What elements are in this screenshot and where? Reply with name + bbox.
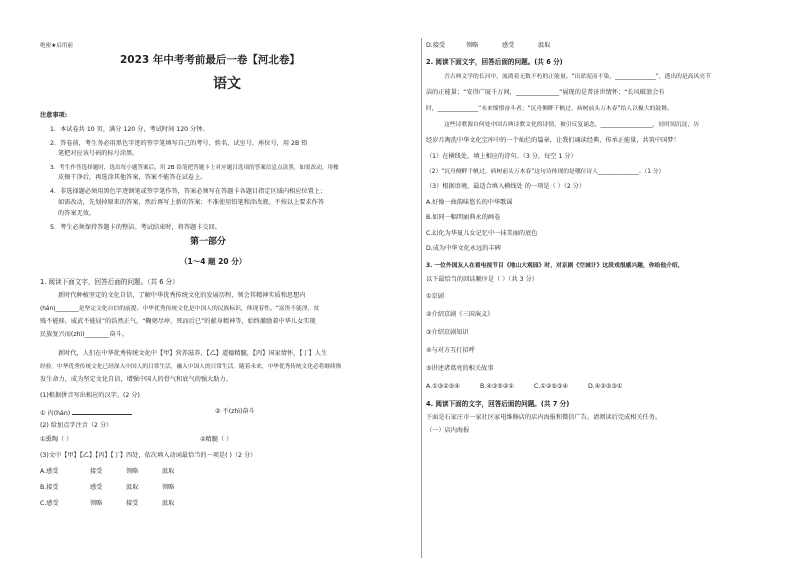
- q1-sub2-b: ②精髓（ ）: [200, 436, 233, 443]
- q2-option-b[interactable]: B.如同一幅明丽典永的画卷: [426, 214, 501, 221]
- q1-sub3: (3)文中【甲】【乙】【丙】【丁】四处，依次填入动词最恰当的一项是( )（2 分）: [40, 452, 257, 459]
- q1-sub2: (2) 给加点字注音（2 分）: [40, 422, 113, 429]
- notice-heading: 注意事项:: [40, 112, 68, 119]
- q3-item: ②介绍京剧《三国演义》: [426, 311, 494, 318]
- q3-options[interactable]: A.①③②⑤④ B.④③⑤②① C.①②⑤③④ D.④②⑤③①: [426, 383, 623, 390]
- notice-item: 笔把对应该号码的标号涂黑。: [58, 150, 139, 157]
- notice-item: 4．非选择题必须用黑色字迹钢笔或签字笔作答，答案必须写在答题卡各题目指定区域内相应位置上；: [50, 188, 327, 195]
- q3-item: ①京剧: [426, 293, 444, 300]
- exam-title: 2023 年中考考前最后一卷【河北卷】: [120, 54, 300, 66]
- q3-item: ⑤讲述诸葛亮的相关故事: [426, 365, 494, 372]
- part-range: （1～4 题 20 分）: [180, 257, 247, 266]
- subject-title: 语文: [213, 76, 241, 92]
- q3-stem: 3. 一位外国友人在看电视节目《地山大观园》时，对京剧《空城计》这段戏很感兴趣，你给他介绍，: [426, 263, 684, 269]
- notice-item: 如需改动，先划掉原来的答案，然后再写上新的答案；不准使用铅笔和涂改液。不按以上要求作答: [58, 199, 325, 206]
- q2-line: 洁的正能量；“安得广厦千万间，______________”展现的是普济世情怀；“长风破浪会有: [426, 89, 665, 96]
- notice-item: 皮擦干净后，再选涂其他答案，答案不能答在试卷上。: [58, 174, 207, 181]
- q3-stem2: 以下最恰当的回话顺序是（ ）（共 3 分）: [426, 276, 538, 283]
- part-title: 第一部分: [190, 237, 227, 247]
- q1-para-line: 新时代种植坚定的文化自信，了解中华优秀传统文化的发展历程，领会其精神实质和思想内: [58, 292, 306, 299]
- q2-stem: 2. 阅读下面文字，回答后面的问题。(共 6 分): [426, 58, 563, 66]
- q1-sub1-a: ① 内(hán): [40, 408, 132, 418]
- q1-para-line: 经验。中华优秀传统文化已经深入中国人的日常生活，融入中国人的日常生活。随着未来，中华优秀传统文化必将继续焕: [40, 364, 342, 370]
- column-divider: [421, 38, 422, 558]
- q2-option-d[interactable]: D.成为中华文化永远的丰碑: [426, 245, 501, 252]
- q2-line: 经岁月淘洗中华文化宝库中的一个灿烂的篇章，让我们诵读经典，传承正能量，共筑中国梦！: [426, 137, 680, 144]
- q3-item: ④与对方互打招呼: [426, 347, 475, 354]
- q1-option-a[interactable]: A.感受 接受 领略 汲取: [40, 468, 175, 475]
- q2-line: 时，______________”未来憧憬奋斗者；“沉舟侧畔千帆过，病树前头万木春”给人以极大的鼓舞。: [426, 106, 673, 112]
- notice-item: 的答案无效。: [58, 210, 96, 217]
- q2-sub2: （2）“沉舟侧畔千帆过，病树前头万木春”这句诗体现的是哪位诗人______________。（1 分）: [426, 169, 665, 175]
- q1-para-line: 新时代，人们在中华优秀传统文化中【甲】营养滋养，【乙】道德精髓，【丙】国家情怀，【丁】人生: [58, 350, 328, 357]
- notice-item: 3．考生作答选择题时，选出每小题答案后，用 2B 铅笔把答题卡上对应题目选项的答案信息点涂黑，如需改动，用橡: [50, 165, 339, 171]
- q2-sub3: （3）根据语境，最适合填入横线处 的一项是（ ）（2 分）: [426, 183, 586, 190]
- q1-para-line: (hán)________是坚定文化自信的前提。中华优秀传统文化是中国人的民族标识，体现着性。“富贵不能淫，贫: [40, 306, 320, 312]
- q1-sub2-a: ①熏陶（ ）: [40, 436, 73, 443]
- q1-option-b[interactable]: B.接受 感受 汲取 领略: [40, 484, 175, 491]
- q1-option-c[interactable]: C.感受 领略 接受 汲取: [40, 500, 175, 507]
- right-column: [426, 0, 786, 562]
- q1-option-d[interactable]: D.接受 领略 感受 汲取: [426, 42, 551, 49]
- q1-sub1-b: ② 不(zhì)奋斗: [215, 408, 255, 415]
- notice-item: 5．考生必须保持答题卡的整洁。考试结束时，将答题卡交回。: [50, 224, 221, 231]
- notice-item: 1．本试卷共 10 页，满分 120 分，考试时间 120 分钟。: [50, 126, 209, 133]
- q2-option-a[interactable]: A.好像一曲韵味悠长的中华歌谣: [426, 199, 513, 206]
- notice-item: 2．答卷前，考生务必用黑色字迹的签字笔填写自己的考号、姓名、试室号、座位号，用 2B 铅: [50, 140, 308, 147]
- q1-para-line: 发生命力，成为坚定文化自信，增强中国人的骨气和底气的强大助力。: [40, 376, 232, 383]
- q2-option-c[interactable]: C.幻化为华夏儿女记忆中一抹美丽的底色: [426, 230, 538, 237]
- secret-label: 绝密★启用前: [40, 43, 73, 49]
- q4-line: 下面是石家庄市一家社区家电维修店的店内海报和微信广告。请阅读后完成相关任务。: [426, 414, 662, 421]
- q1-para-line: 贱不能移，威武不能屈”的浩然正气，“鞠躬尽瘁，死而后已”的献身精神等，始终激励着中华儿女实现: [40, 318, 316, 325]
- q4-stem: 4. 阅读下面的文字，回答后面的问题。(共 7 分): [426, 400, 570, 408]
- q2-line: 这些诗歌源自何处中国古典诗歌文化的诗情，被引反复诵念，__________________，轻时间沉淀，历: [444, 122, 700, 128]
- q3-item: ③介绍京剧知识: [426, 329, 469, 336]
- q2-line: 吾古典文学的长河中，流淌着无数不朽的正能量。“出淤泥而不染，______________”，透出的是高风亮节: [444, 74, 711, 80]
- q2-sub1: （1）在横线处，填上相应的诗句。（3 分，每空 1 分）: [426, 153, 577, 160]
- q1-para-line: 民族复兴而(zhì)________奋斗。: [40, 331, 128, 338]
- q1-stem: 1. 阅读下面文字，回答后面的问题。（共 6 分）: [40, 278, 179, 286]
- answer-blank[interactable]: [72, 408, 132, 415]
- q4-line: （一）店内海报: [426, 427, 470, 434]
- q1-sub1: (1)根据拼音写出相应的汉字。(2 分): [40, 392, 140, 399]
